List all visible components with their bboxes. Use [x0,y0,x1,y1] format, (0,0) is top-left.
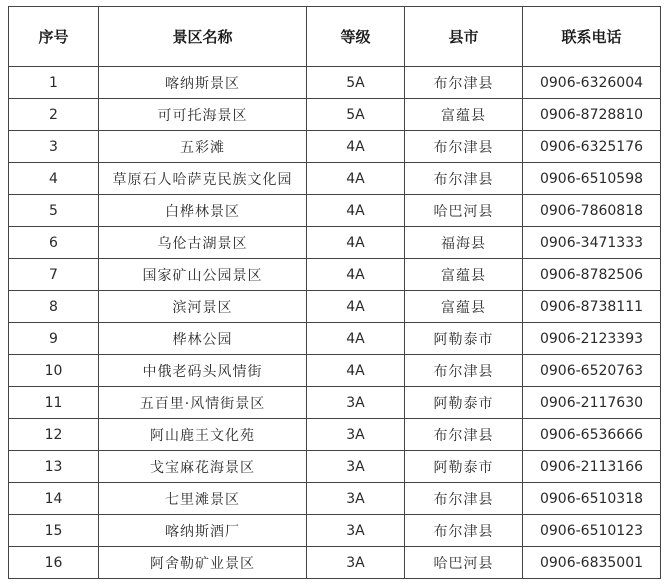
cell-index: 5 [9,195,99,227]
cell-grade: 4A [307,323,405,355]
cell-index: 15 [9,515,99,547]
cell-index: 11 [9,387,99,419]
cell-index: 4 [9,163,99,195]
cell-scenic-name: 阿山鹿王文化苑 [99,419,307,451]
cell-scenic-name: 乌伦古湖景区 [99,227,307,259]
cell-scenic-name: 中俄老码头风情街 [99,355,307,387]
cell-index: 2 [9,99,99,131]
cell-phone: 0906-6510318 [523,483,661,515]
header-phone: 联系电话 [523,7,661,67]
cell-scenic-name: 喀纳斯酒厂 [99,515,307,547]
cell-index: 12 [9,419,99,451]
table-row [9,483,661,515]
cell-county: 布尔津县 [405,163,523,195]
cell-phone: 0906-6510123 [523,515,661,547]
table-row [9,195,661,227]
cell-scenic-name: 可可托海景区 [99,99,307,131]
cell-index: 7 [9,259,99,291]
table-row [9,259,661,291]
cell-grade: 4A [307,131,405,163]
table-row [9,163,661,195]
table-row [9,99,661,131]
table-row [9,131,661,163]
cell-grade: 3A [307,419,405,451]
cell-phone: 0906-6536666 [523,419,661,451]
cell-scenic-name: 草原石人哈萨克民族文化园 [99,163,307,195]
cell-county: 布尔津县 [405,355,523,387]
cell-phone: 0906-6835001 [523,547,661,579]
cell-grade: 5A [307,67,405,99]
table-row [9,451,661,483]
cell-phone: 0906-2123393 [523,323,661,355]
cell-scenic-name: 国家矿山公园景区 [99,259,307,291]
cell-scenic-name: 桦林公园 [99,323,307,355]
cell-grade: 4A [307,163,405,195]
cell-phone: 0906-2117630 [523,387,661,419]
cell-county: 阿勒泰市 [405,387,523,419]
table-row [9,67,661,99]
cell-grade: 3A [307,483,405,515]
table-body [9,67,661,579]
cell-scenic-name: 五百里·风情街景区 [99,387,307,419]
cell-county: 哈巴河县 [405,195,523,227]
cell-county: 哈巴河县 [405,547,523,579]
header-grade: 等级 [307,7,405,67]
cell-county: 布尔津县 [405,515,523,547]
cell-index: 9 [9,323,99,355]
cell-index: 3 [9,131,99,163]
cell-county: 阿勒泰市 [405,451,523,483]
cell-grade: 4A [307,259,405,291]
cell-index: 16 [9,547,99,579]
cell-index: 10 [9,355,99,387]
cell-grade: 4A [307,355,405,387]
cell-scenic-name: 七里滩景区 [99,483,307,515]
cell-scenic-name: 滨河景区 [99,291,307,323]
cell-grade: 3A [307,451,405,483]
table-row [9,355,661,387]
cell-grade: 3A [307,515,405,547]
cell-index: 1 [9,67,99,99]
cell-county: 布尔津县 [405,67,523,99]
table-row [9,387,661,419]
cell-county: 富蕴县 [405,291,523,323]
cell-phone: 0906-6520763 [523,355,661,387]
table-row [9,547,661,579]
cell-grade: 3A [307,547,405,579]
cell-grade: 4A [307,291,405,323]
table-row [9,515,661,547]
cell-phone: 0906-6325176 [523,131,661,163]
cell-county: 布尔津县 [405,131,523,163]
scenic-area-table-container [8,6,660,579]
cell-index: 14 [9,483,99,515]
cell-scenic-name: 五彩滩 [99,131,307,163]
cell-phone: 0906-7860818 [523,195,661,227]
cell-index: 13 [9,451,99,483]
cell-scenic-name: 喀纳斯景区 [99,67,307,99]
cell-phone: 0906-8738111 [523,291,661,323]
cell-county: 布尔津县 [405,483,523,515]
cell-county: 阿勒泰市 [405,323,523,355]
table-row [9,323,661,355]
cell-phone: 0906-8782506 [523,259,661,291]
cell-county: 布尔津县 [405,419,523,451]
cell-phone: 0906-3471333 [523,227,661,259]
header-scenic-name: 景区名称 [99,7,307,67]
cell-scenic-name: 戈宝麻花海景区 [99,451,307,483]
cell-grade: 4A [307,227,405,259]
table-row [9,291,661,323]
header-county: 县市 [405,7,523,67]
table-header-row [9,7,661,67]
cell-phone: 0906-8728810 [523,99,661,131]
cell-grade: 3A [307,387,405,419]
cell-phone: 0906-6326004 [523,67,661,99]
cell-scenic-name: 白桦林景区 [99,195,307,227]
cell-county: 富蕴县 [405,259,523,291]
cell-phone: 0906-6510598 [523,163,661,195]
table-row [9,227,661,259]
cell-index: 8 [9,291,99,323]
table-row [9,419,661,451]
header-index: 序号 [9,7,99,67]
cell-county: 福海县 [405,227,523,259]
scenic-area-table [8,6,661,579]
cell-scenic-name: 阿舍勒矿业景区 [99,547,307,579]
cell-phone: 0906-2113166 [523,451,661,483]
cell-index: 6 [9,227,99,259]
cell-grade: 4A [307,195,405,227]
cell-county: 富蕴县 [405,99,523,131]
cell-grade: 5A [307,99,405,131]
